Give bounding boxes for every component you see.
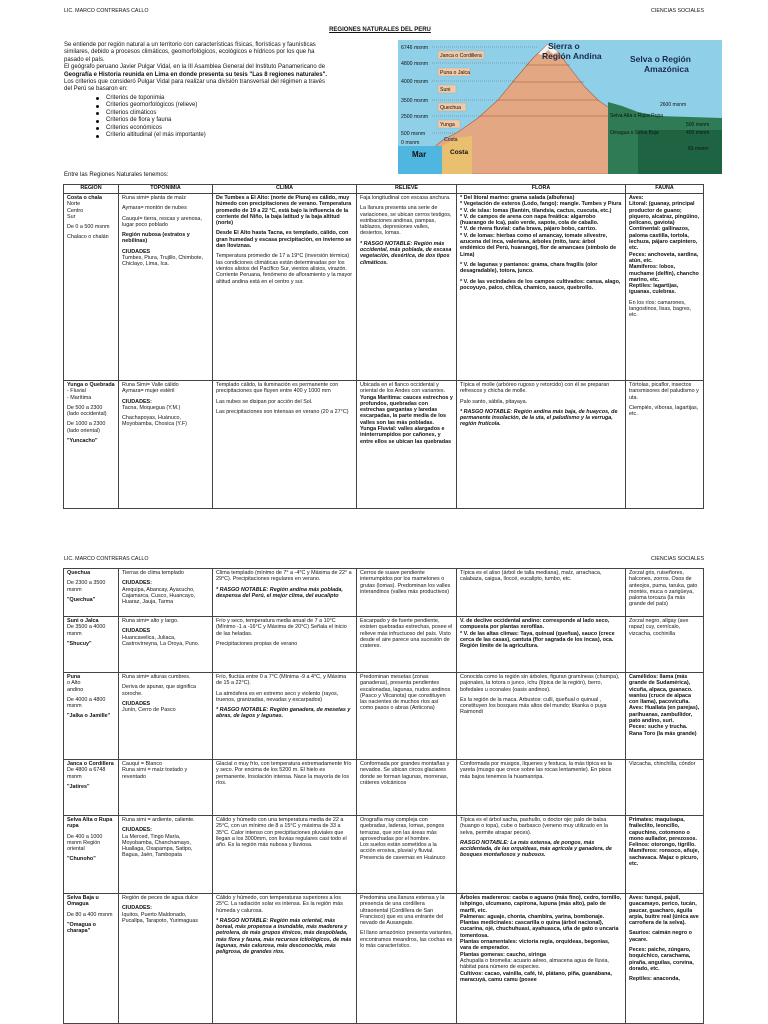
clima-text: * RASGO NOTABLE: Región más oriental, más boreal, más propensa a inundable, más maderera y petrolera, de más grupos étnicos, más despoblada, más flora y fauna, más recursos ictiológicos, de más lagunas, más calurosa, más desconocida, más peligrosa, de grandes ríos. (216, 917, 352, 956)
region-text: "Chunoho" (67, 856, 96, 863)
table-row (64, 194, 704, 381)
header-author: LIC. MARCO CONTRERAS CALLO (64, 556, 149, 562)
cell-fauna (626, 569, 704, 617)
clima-text: Frío, fluctúa entre 0 a 7°C (Mínima -9 a 4°C, y Máxima de 15 a 22°C). (216, 674, 347, 687)
toponimia-text: Runa simi= alturas cumbres. (122, 674, 191, 680)
flora-text: Plantas ornamentales: victoria regia, orquídeas, begonias, vara de emperador. (460, 939, 610, 952)
region-text: "Quechua" (67, 596, 96, 603)
region-text: De 1000 a 2300 (lado oriental) (67, 421, 106, 434)
toponimia-text: Aymara= montón de nubes (122, 205, 187, 212)
criteria-item: Criterios de flora y fauna (96, 117, 394, 125)
cell-fauna (626, 894, 704, 1024)
flora-text: * V. de campos de arena con napa freática: algarrobo (huarango de Ica), palo verde, sapote, cola de caballo. (460, 213, 599, 227)
region-text: Suni o Jalca (67, 618, 99, 624)
clima-text: * RASGO NOTABLE: Región ganadera, de mesetas y abras, de lagos y lagunas. (216, 707, 351, 720)
cell-clima (213, 673, 357, 760)
toponimia-text: Tierras de clima templado (122, 570, 184, 576)
flora-text: RASGO NOTABLE: La más extensa, de pongos, más accidentada, de las orquídeas, más agrícola y ganadera, de bosques montañosos y nubosos. (460, 839, 612, 859)
clima-text: Glacial o muy frío, con temperatura extremadamente frío y seco. Por encima de los 5200 m. El hielo es permanente. Insolación intensa. Nace la mayoría de los ríos. (216, 761, 352, 786)
fauna-text: Felinos: otorongo, tigrillo. (629, 842, 696, 849)
region-text: De 2300 a 3500 msnm (67, 580, 106, 593)
toponimia-text: Deriva de apunar, que significa soroche. (122, 684, 197, 697)
relieve-text: Yunga Marítima: cauces estrechos y profundos, quebradas con estrechas gargantas y laredas escarpadas, la parte media de los valles son las más pobladas. (360, 394, 453, 426)
cell-relieve (357, 894, 457, 1024)
criteria-item: Criterio altitudinal (el más importante) (96, 132, 394, 140)
page-header (64, 8, 704, 14)
clima-text: Cálido y húmedo con una temperatura media de 22 a 25°C, con un mínimo de 8 a 15°C y máxima de 33 a 35°C. Calor intenso con precipitaciones pluviales que llegan a los 3000mm, con lluvias regulares casi todo el año. Es la región más nubosa y lluviosa. (216, 817, 347, 849)
cell-fauna (626, 673, 704, 760)
altitude-label: 0 msnm (401, 140, 420, 146)
cell-region (64, 816, 119, 894)
cell-clima (213, 569, 357, 617)
intro-line: pasado el país. (64, 56, 105, 63)
header-author: LIC. MARCO CONTRERAS CALLO (64, 8, 149, 14)
toponimia-text: Aymara= mujer estéril (122, 388, 175, 395)
intro-line: Los criterios que consideró Pulgar Vidal para realizar una división transversal del régimen a través (64, 79, 326, 86)
flora-text: * V. de lagunas y pantanos: grama, chara fragilis (olor desagradable), totora, junco. (460, 261, 598, 275)
toponimia-text: Iquitos, Puerto Maldonado, Pucallpa, Tarapoto, Yurimaguas (122, 911, 198, 924)
cell-toponimia (119, 894, 213, 1024)
toponimia-text: La Merced, Tingo María, Moyobamba, Chanchamayo, Huallaga, Oxapampa, Satipo, Bagua, Jaén, Tambopata (122, 833, 193, 859)
flora-text: Palmeras: aguaje, chonta, chambira, yarina, bombonaje. (460, 913, 605, 920)
header-subject: CIENCIAS SOCIALES (651, 556, 704, 562)
region-text: "Jatires" (67, 783, 90, 790)
altitude-label: 2500 msnm (401, 114, 429, 120)
page-2 (0, 548, 768, 1024)
fauna-text: Reptiles: lagartijas, iguanas, culebras. (629, 283, 679, 296)
toponimia-text: Runa Simi= Valle cálido (122, 382, 179, 388)
cell-flora (457, 617, 626, 673)
relieve-text: Predominan mesetas (zonas ganaderas), presenta pendientes escalonadas, lagunas, nudos andinos (Pasco y Vilcanota) que constituyen las nacientes de muchos ríos así como pasos o abras (Anticona) (360, 674, 451, 712)
region-text: De 400 a 1000 msnm Región oriental (67, 833, 103, 853)
col-header: RELIEVE (357, 185, 457, 194)
relieve-text: Los suelos están sometidos a la acción erosiva, pluvial y fluvial. Presencia de cavernas en Huánuco (360, 842, 446, 861)
cell-flora (457, 673, 626, 760)
criteria-item: Criterios geomorfológicos (relieve) (96, 102, 394, 110)
cell-region (64, 617, 119, 673)
cell-toponimia (119, 194, 213, 381)
relieve-text: * RASGO NOTABLE: Región más occidental, más poblada, de escasa vegetación, desértica, de dos tipos climáticos. (360, 240, 452, 266)
right-altitude: 83 msnm (688, 146, 709, 152)
clima-text: Cálido y húmedo, con temperaturas superiores a los 25°C. La radiación solar es intensa. Es la región más húmeda y calurosa. (216, 895, 343, 914)
fauna-text: Peces: paiche, zúngaro, boquichico, carachama, piraña, anguilas, corvina, dorado, etc. (629, 947, 694, 972)
relieve-text: Ubicada en el flanco occidental y oriental de los Andes con variantes. (360, 382, 446, 395)
region-text: De 3500 a 4000 msnm (67, 624, 106, 637)
toponimia-text: Junín, Cerro de Pasco (122, 707, 176, 714)
fauna-text: Aves: tunqui, pajuil, guacamayo, perico, tucán, paucar, guacharo, águila arpía, buitre real (única ave carroñera de la selva). (629, 895, 699, 927)
flora-text: Típica es el árbol sacha, pashullo, o doctor oje; palo de balsa (huango o topa), cube o barbasco (veneno muy utilizado en la selva, permite atrapar peces). (460, 817, 609, 836)
clima-text: Temperatura promedio de 17 a 19°C (inversión térmica) las condiciones climáticas están determinadas por los vientos alisios del Pacífico Sur, vientos alisios, virazón. Corriente Peruana, fenómeno de afloramiento y la mayor altitud andina está en el centro y sur. (216, 253, 353, 285)
fauna-text: Zorzal negro, allgay (ave rapaz) cuy, cernícalo, vizcacha, cochinilla (629, 618, 689, 637)
cell-flora (457, 816, 626, 894)
clima-text: Precipitaciones propias de verano (216, 640, 298, 647)
toponimia-text: CIUDADES: (122, 580, 152, 587)
fauna-text: Saurios: caimán negro o yacare. (629, 930, 692, 943)
cell-clima (213, 760, 357, 816)
altitude-label: 4800 msnm (401, 61, 429, 67)
region-text: Costa o chala (67, 195, 103, 201)
clima-text: De Tumbes a El Alto: (norte de Piura) es cálido, muy húmedo con precipitaciones de verano. Temperatura promedio de 19 a 22 °C, está bajo la influencia de la corriente del Niño, la baja latitud y la baja altitud (norte) (216, 195, 352, 227)
region-text: De 80 a 400 msnm (67, 911, 113, 918)
zone-label: Yunga (440, 122, 455, 128)
cell-flora (457, 569, 626, 617)
region-text: Sur (67, 213, 76, 220)
flora-text: Típica es el aliso (árbol de talla mediana), maíz, arrachaca, calabaza, caigua, lloccé, eucalipto, tumbo, etc. (460, 570, 602, 583)
toponimia-text: CIUDADES (122, 700, 151, 707)
cell-clima (213, 194, 357, 381)
selva-baja-zone (638, 130, 722, 174)
flora-text: Achupalla o bromelia: acuario aéreo, almacena agua de lluvia, hábitat para número de especies. (460, 957, 609, 971)
flora-text: * V. de las vecindades de los campos cultivados: canua, alago, pocoyuyo, palco, chilca, chamico, sauce, quebrollo. (460, 278, 621, 291)
cell-fauna (626, 816, 704, 894)
cell-flora (457, 194, 626, 381)
cell-relieve (357, 673, 457, 760)
cell-clima (213, 381, 357, 509)
cell-relieve (357, 194, 457, 381)
relieve-text: Predomina una llanura extensa y la presencia de una cordillera ultraoriental (Cordillera de San Francisco) que es una entrante del nevado de Ausangate. (360, 895, 445, 927)
region-text: andino (67, 686, 84, 693)
table-row (64, 894, 704, 1024)
fauna-text: Ciempiés, víboras, lagartijas, etc. (629, 404, 699, 418)
cell-region (64, 194, 119, 381)
col-header: FLORA (457, 185, 626, 194)
toponimia-text: Runa simi = maíz tostado y reventado (122, 767, 188, 780)
col-header: REGION (64, 185, 119, 194)
fauna-text: Litoral: (guanay, principal productor de guano; piquero, alcatraz, pingüino, pelícano, gaviota) (629, 201, 700, 227)
criteria-list (96, 95, 394, 140)
table-row (64, 617, 704, 673)
toponimia-text: CIUDADES: (122, 827, 152, 834)
flora-text: * V. de las altas climas: Taya, quinual (queñua), sauco (crece cerca de las casas), cantuta (flor sagrada de los incas), oca. Región límite de la agricultura. (460, 630, 615, 650)
document-title: REGIONES NATURALES DEL PERU (329, 27, 431, 33)
fauna-text: Peces: anchoveta, sardina, atún, etc. (629, 251, 699, 264)
cell-flora (457, 894, 626, 1024)
cell-toponimia (119, 381, 213, 509)
toponimia-text: CIUDADES (122, 628, 151, 635)
cell-region (64, 894, 119, 1024)
cell-relieve (357, 381, 457, 509)
flora-text: * V. de rivera fluvial: caña brava, pájaro bobo, carrizo. (460, 226, 597, 233)
region-text: "Shucuy" (67, 640, 92, 647)
relieve-text: Conformada por grandes montañas y nevados. Se ubican circos glaciares donde se forman lagunas, morrenas, cráteres volcánicos (360, 761, 450, 786)
cell-toponimia (119, 673, 213, 760)
clima-text: La atmósfera es en extremo seco y violento (rayos, truenos, granizadas, nevadas y escarpados) (216, 690, 339, 703)
fauna-text: Camélidos: llama (más grande de Sudamérica), vicuña, alpaca, guanaco. wanisu (cruce de alpaca con llama), pacovicuña. (629, 674, 693, 706)
toponimia-text: CIUDADES (122, 248, 151, 255)
fauna-text: Aves: (629, 195, 644, 201)
intro-line: El geógrafo peruano Javier Pulgar Vidal, en la III Asamblea General del Instituto Panamericano de (64, 64, 326, 71)
cell-relieve (357, 760, 457, 816)
flora-text: * V. de islas: lomas (llantén, tilandsia, cactus, cuscuta, etc.) (460, 207, 612, 214)
sierra-title: Sierra o (548, 41, 580, 51)
cell-flora (457, 381, 626, 509)
right-altitude: 500 msnm (686, 122, 710, 128)
table-row (64, 569, 704, 617)
intro-line: similares, debido a procesos climáticos, geomorfológicos, ecológicos e hídricos por los que ha (64, 49, 315, 56)
cell-fauna (626, 194, 704, 381)
fauna-text: Tórtolas, picaflor, insectos transmisores del paludismo y uta. (629, 382, 699, 401)
region-text: - Marítima (67, 394, 92, 401)
toponimia-text: Chachapoyas, Huánuco, Moyobamba, Chosica (Y.F) (122, 415, 187, 428)
col-header: FAUNA (626, 185, 704, 194)
relieve-text: La llanura presenta una serie de variaciones, se ubican cerros testigos, estribaciones andinas, pampas, tablazos, depresiones valles, desiertos, lomas. (360, 205, 452, 237)
regions-table-page1 (63, 184, 704, 509)
cell-relieve (357, 617, 457, 673)
toponimia-text: Tacna, Moquegua (Y.M.) (122, 404, 181, 411)
regions-profile-diagram (398, 40, 722, 174)
sea-label: Mar (412, 150, 427, 159)
region-text: De 500 a 2300 (lado occidental) (67, 404, 107, 418)
fauna-text: Peces: suche y trucha. Rana Toro (la más grande) (629, 724, 697, 737)
selva-alta-label: Selva Alta o Rupa Rupa (610, 113, 664, 119)
clima-text: Templado cálido, la iluminación es permanente con precipitaciones que fluyen entre 400 y 1000 mm (216, 382, 339, 395)
region-text: Yunga o Quebrada (67, 382, 115, 388)
relieve-text: Escarpado y de fuerte pendiente, existen quebradas estrechas, posee el relieve más infructuoso del país. Visto desde el aire parece una sucesión de crateres. (360, 618, 453, 650)
zone-label: Suni (440, 87, 451, 93)
flora-text: * Del litoral marino: grama salada (albuferas) (460, 195, 575, 201)
fauna-text: Mamíferos: ronsoco, añuje, sachavaca. Majaz o picuro, etc. (629, 848, 700, 868)
cell-clima (213, 617, 357, 673)
cell-relieve (357, 569, 457, 617)
region-text: "Omagua o charapa" (67, 921, 96, 935)
table-row (64, 816, 704, 894)
toponimia-text: Huancavelica, Juliaca, Castrovirreyna, La Oroya, Puno. (122, 634, 200, 647)
table-row (64, 381, 704, 509)
cell-fauna (626, 617, 704, 673)
intro-line: Se entiende por región natural a un territorio con características físicas, florísticas y faunísticas (64, 42, 316, 48)
cell-toponimia (119, 816, 213, 894)
criteria-item: Criterios climáticos (96, 110, 394, 118)
altitude-label: 3500 msnm (401, 98, 429, 104)
region-text: "Yuncacho" (67, 438, 98, 445)
relieve-text: El llano amazónico presenta variantes, encontramos meandros, las cochas es lo más característico. (360, 930, 453, 950)
region-text: Janca o Cordillera (67, 761, 114, 767)
fauna-text: Vizcacha, chinchilla, cóndor (629, 761, 696, 767)
region-text: Chalaco o chalán (67, 234, 109, 241)
relieve-text: Orografía muy compleja con quebradas, laderas, lomas, pongos terrazas, que son las áreas más aprovechadas por el hombre. (360, 817, 445, 842)
table-row (64, 760, 704, 816)
criteria-item: Criterios económicos (96, 125, 394, 133)
relieve-text: Faja longitudinal con escasa anchura. (360, 195, 451, 201)
flora-text: Cultivos: cacao, vainilla, café, té, plátano, piña, guanábana, maracuyá, camu camu (posee (460, 970, 612, 983)
flora-text: * RASGO NOTABLE: Región andina más baja, de huaycos, de permanente insolación, de la uta, el paludismo y la verruga, región frutícola. (460, 408, 618, 428)
flora-text: Palo santo, sábila, pitayaya. (460, 398, 528, 405)
cell-region (64, 381, 119, 509)
region-text: De 4000 a 4800 msnm (67, 696, 106, 710)
toponimia-text: Arequipa, Abancay, Ayacucho, Cajamarca, Cusco, Huancayo, Huaraz, Jauja, Tarma (122, 586, 196, 606)
cell-toponimia (119, 617, 213, 673)
cell-region (64, 760, 119, 816)
col-header: CLIMA (213, 185, 357, 194)
relieve-text: Yunga Fluvial: valles alargados e ininterrumpidos por cañones, y entre ellos se ubican las quebradas (360, 426, 452, 445)
region-text: Norte (67, 201, 81, 208)
intro-tail: Entre las Regiones Naturales tenemos: (64, 172, 169, 178)
zone-label: Puna o Jalca (440, 70, 470, 76)
cell-fauna (626, 381, 704, 509)
region-text: Selva Alta o Rupa rupa (67, 817, 113, 830)
zone-label: Janca o Cordillera (440, 53, 482, 59)
region-text: De 4800 a 6748 msnm (67, 767, 106, 780)
cell-relieve (357, 816, 457, 894)
coast-zone-label: Costa (444, 137, 458, 143)
toponimia-text: Región nubosa (estratos y nebilinas) (122, 232, 190, 245)
region-text: - Fluvial (67, 388, 86, 395)
flora-text: Conocida como la región sin árboles, figuran gramíneas (champa), pajonales, la totora o junco, ichu (típica de la región), berro, bofedales u oconales (oasis andinos). (460, 674, 620, 693)
clima-text: * RASGO NOTABLE: Región andina más poblada, despensa del Perú, el mejor clima, del eucalipto (216, 586, 343, 599)
flora-text: Plantas medicinales: cascarilla o quina (árbol nacional), cucarina, ojé, chuchuhuasi, ayahuasca, uña de gato o uncaria tomentosa. (460, 920, 619, 939)
altitude-label: 500 msnm (401, 131, 426, 137)
intro-text (64, 42, 394, 140)
criteria-item: Criterios de toponimia (96, 95, 394, 103)
selva-title: Amazónica (644, 64, 689, 74)
cell-flora (457, 760, 626, 816)
region-text: Quechua (67, 570, 91, 576)
clima-text: Desde El Alto hasta Tacna, es templado, cálido, con gran humedad y escasa precipitación, en invierno se dan lloviznas. (216, 230, 352, 250)
clima-text: Las precipitaciones son intensas en verano (20 a 27°C) (216, 408, 349, 415)
fauna-text: Continental: gallinazos, paloma castilla, tortola, lechuza, pájaro carpintero, etc. (629, 226, 698, 252)
relieve-text: Cerros de suave pendiente interrumpidos por los mamelones o grutas (lomas). Predominan los valles interandinos (valles más productivos) (360, 570, 451, 595)
coast-label: Costa (450, 149, 469, 156)
cell-region (64, 569, 119, 617)
clima-text: Frío y seco, temperatura media anual de 7 a 10°C (Mínimo -1 a -16°C y Máxima de 20°C) Señala el inicio de las heladas. (216, 618, 347, 637)
flora-text: V. de declive occidental andino: corresponde al lado seco, compuesta por plantas xerofilas. (460, 618, 610, 631)
fauna-text: En los ríos: camarones, langostinos, lisas, bagres, etc. (629, 299, 692, 319)
toponimia-text: CIUDADES: (122, 398, 152, 405)
page-header (64, 556, 704, 562)
table-header-row (64, 185, 704, 194)
intro-line: del Perú se basaron en: (64, 86, 128, 93)
clima-text: Las nubes se disipan por acción del Sol. (216, 398, 313, 405)
right-altitude: 400 msnm (686, 130, 710, 136)
regions-table-page2 (63, 568, 704, 1024)
toponimia-text: Región de peces de agua dulce (122, 895, 198, 901)
flora-text: Árboles madereros: caoba o aguano (más fino), cedro, tornillo, ishpingo, ulcumano, capirona, lupuna (más alto), palo de marfil, etc. (460, 895, 622, 914)
altitude-label: 6746 msnm (401, 45, 429, 51)
header-subject: CIENCIAS SOCIALES (651, 8, 704, 14)
flora-text: * Vegetación de esteros (Lodo, fango): mangle. Tumbes y Piura (460, 201, 622, 208)
right-altitude: 2600 msnm (660, 102, 687, 108)
flora-text: Es la región de la maca. Arbustos: culli, queñual o quinual , constituyen los bosques más altos del mundo; tikanka o puya Raimondi (460, 696, 607, 716)
fauna-text: Zorzal gris, ruiseñores, halcones, zorros. Osos de anteojos, puma, taruka, gato montés, muca o zarigüeya, paloma torcaza (la más grande del país) (629, 570, 698, 608)
toponimia-text: Runa simi = ardiente, caliente. (122, 817, 195, 823)
fauna-text: Mamíferos: lobos, muchame (delfín), chancho marino, etc. (629, 264, 699, 283)
cell-clima (213, 816, 357, 894)
fauna-text: Reptiles: anaconda, (629, 976, 680, 983)
region-text: Centro (67, 207, 84, 214)
toponimia-text: Cauquí = Blanco (122, 761, 163, 767)
zone-label: Quechua (440, 105, 462, 111)
table-row (64, 673, 704, 760)
cell-fauna (626, 760, 704, 816)
cell-toponimia (119, 760, 213, 816)
region-text: o Alto (67, 680, 81, 687)
cell-region (64, 673, 119, 760)
intro-line: Geografía e Historia reunida en Lima en donde presenta su tesis "Las 8 regiones naturales". (64, 71, 328, 78)
fauna-text: Primates: maquisapa, fraileclito, leoncillo, capuchino, cotomono o mono aullador, perezosos. (629, 817, 697, 842)
sierra-title: Región Andina (542, 51, 602, 61)
toponimia-text: Runa simi= planta de maíz (122, 195, 186, 201)
region-text: De 0 a 500 msnm (67, 224, 110, 231)
flora-text: Típica el molle (arbóreo rugoso y retorcido) con él se preparan refrescos y chicha de molle. (460, 382, 610, 395)
region-text: Selva Baja u Omagua (67, 895, 99, 908)
omagua-label: Omagua o Selva Baja (610, 130, 659, 136)
region-text: Puna (67, 674, 81, 680)
flora-text: Conformada por musgos, líquenes y festuca, la más típica es la yareta (musgo que crece sobre las rocas lentamente). En pisos más bajos tenemos la huamanripa. (460, 761, 612, 780)
fauna-text: Aves: Huallata (en parejas), parihuanas, zambullidor, pato andino, suri. (629, 705, 700, 725)
toponimia-text: CIUDADES: (122, 905, 152, 912)
selva-title: Selva o Región (630, 54, 691, 64)
altitude-label: 4000 msnm (401, 79, 429, 85)
region-text: "Jalka o Jamille" (67, 713, 111, 720)
toponimia-text: Tumbes, Piura, Trujillo, Chimbote, Chiclayo, Lima, Ica. (122, 255, 203, 268)
cell-clima (213, 894, 357, 1024)
flora-text: Plantas gomeras: caucho, siringa (460, 951, 546, 958)
toponimia-text: Runa simi= alto y largo. (122, 618, 179, 624)
toponimia-text: Cauquí= tierra, rescas y arenosa, lugar poco poblado (122, 215, 202, 228)
col-header: TOPONIMIA (119, 185, 213, 194)
clima-text: Clima templado (mínimo de 7° a -4°C y Máxima de 22° a 29°C). Precipitaciones regulares en verano. (216, 570, 352, 583)
cell-toponimia (119, 569, 213, 617)
flora-text: * V. de lomas: hierbas como el amancay, tomate silvestre, azucena del inca, valeriana, árboles (mito, tara: árbol endémico del Perú, huarango), flor de amancaes (símbolo de Lima) (460, 232, 617, 258)
